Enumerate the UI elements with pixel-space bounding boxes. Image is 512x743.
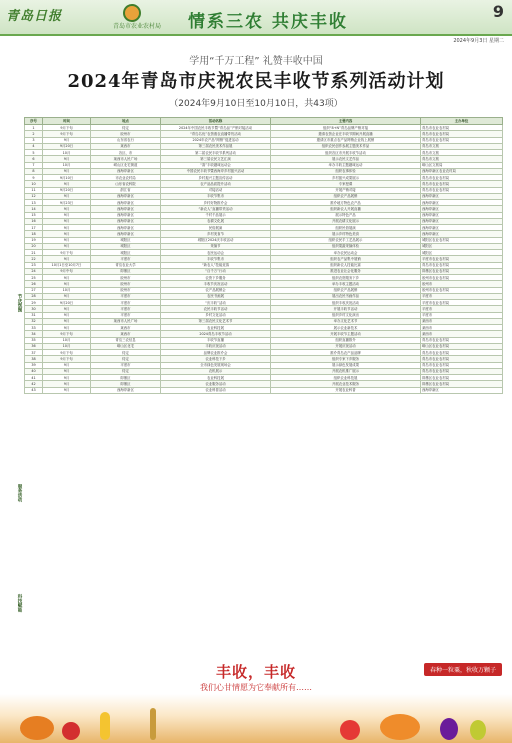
table-cell: 9月下旬	[43, 356, 91, 362]
wheat-icon	[150, 708, 156, 740]
table-header-row	[25, 118, 503, 125]
table-cell: 38	[25, 356, 43, 362]
table-cell: 9月20日	[43, 187, 91, 193]
section-slogan: 情系三农 共庆丰收	[188, 12, 348, 32]
table-cell: 千村千品展示	[161, 212, 271, 218]
table-cell: 邀请农资企业在丰收节期间开展直播	[271, 131, 421, 137]
table-cell: 丰收节庆祝活动	[161, 281, 271, 287]
table-cell: 平度市	[421, 293, 503, 299]
table-cell: 第三届农民美术作品展	[161, 143, 271, 149]
table-cell: 胶州市	[91, 287, 161, 293]
table-cell: 31	[25, 312, 43, 318]
table-row	[25, 387, 503, 393]
category-label: 节庆氛围	[17, 294, 22, 312]
table-cell: 对接活动	[161, 187, 271, 193]
table-cell: 组织新农人技能比赛	[271, 262, 421, 268]
table-cell: 9月	[43, 137, 91, 143]
table-cell: 农业科技下乡	[161, 356, 271, 362]
table-cell: 10月	[43, 162, 91, 168]
table-cell: 农机展示	[161, 368, 271, 374]
table-cell: 农民运动会	[161, 250, 271, 256]
table-cell: 乡村振兴主题宣传活动	[161, 175, 271, 181]
table-cell: 平度市	[91, 256, 161, 262]
table-cell: 5	[25, 150, 43, 156]
table-cell: 西海岸新区	[421, 225, 503, 231]
table-cell: 9月下旬	[43, 131, 91, 137]
table-cell: 组织乡村文化演出	[271, 312, 421, 318]
table-cell: 第三届农民文艺汇演	[161, 156, 271, 162]
table-cell: 25	[25, 275, 43, 281]
table-cell: 组织新农人开展直播	[271, 206, 421, 212]
page-number: 9	[492, 2, 504, 21]
table-cell: 市农业农村局	[91, 175, 161, 181]
table-cell: 西海岸新区	[421, 387, 503, 393]
table-cell: 2024年农产品“网销”促进活动	[161, 137, 271, 143]
table-cell: 青岛市农业农村局	[421, 368, 503, 374]
table-cell: 21	[25, 250, 43, 256]
table-cell: 9月	[43, 312, 91, 318]
table-cell: 10月	[43, 337, 91, 343]
table-cell: 开展庆祝活动	[271, 343, 421, 349]
table-cell: 莱西市人民广场	[91, 156, 161, 162]
table-cell: 胶州市农业农村局	[421, 287, 503, 293]
table-cell: 莱西市	[91, 143, 161, 149]
table-cell: 青岛市农业农村局	[421, 131, 503, 137]
table-cell: 平度市	[91, 306, 161, 312]
table-cell: 崂山区农业农村局	[421, 343, 503, 349]
table-cell: 19	[25, 237, 43, 243]
table-cell: 农业服务活动	[161, 381, 271, 387]
table-cell: 组织农产品集中展销	[271, 256, 421, 262]
table-cell: 37	[25, 350, 43, 356]
table-cell: 平度市	[91, 312, 161, 318]
grape-icon	[440, 718, 458, 740]
table-cell: 9月	[43, 225, 91, 231]
table-cell: 农耕文化展	[161, 218, 271, 224]
headline-title: 2024年青岛市庆祝农民丰收节系列活动计划	[67, 71, 445, 92]
table-cell: 各区、市	[91, 150, 161, 156]
table-cell: 青岛市农业农村局	[421, 137, 503, 143]
table-cell: 青岛三农信息	[91, 337, 161, 343]
table-cell: 丰收庆祝活动	[161, 343, 271, 349]
table-cell: 9月	[43, 256, 91, 262]
table-cell: 展示乡村特色美食	[271, 231, 421, 237]
table-cell: 农资下乡服务	[161, 275, 271, 281]
table-cell: 9月	[43, 281, 91, 287]
table-cell: 城阳区农业农村局	[421, 237, 503, 243]
table-cell: 9月下旬	[43, 331, 91, 337]
table-cell: 崂山区北宅	[91, 343, 161, 349]
table-cell: 即墨区农业农村局	[421, 268, 503, 274]
table-cell: 西海岸新区	[421, 193, 503, 199]
table-cell: 莱西市	[421, 318, 503, 324]
table-cell: 17	[25, 225, 43, 231]
table-cell: 开展农业科普	[271, 387, 421, 393]
table-cell: 崂山区北宅街道	[91, 162, 161, 168]
table-cell: 即墨区	[91, 268, 161, 274]
table-cell: 举办农民运动会	[271, 250, 421, 256]
table-cell: 平度市	[91, 293, 161, 299]
category-label: 科技赋能	[17, 594, 22, 612]
table-cell: 26	[25, 281, 43, 287]
table-cell: 组织专家下乡服务	[271, 356, 421, 362]
table-cell: 西海岸新区	[91, 231, 161, 237]
table-cell: 邀请区市重点农产品网销企业线上展销	[271, 137, 421, 143]
footer-ribbon: 春种一粒粟，秋收万颗子	[424, 663, 502, 676]
table-cell: 9月	[43, 306, 91, 312]
org-name: 青岛市农业农村局	[113, 23, 162, 30]
activity-table	[24, 117, 502, 394]
table-cell: 14	[25, 206, 43, 212]
table-cell: 34	[25, 331, 43, 337]
table-cell: 展示农民文艺作品	[271, 156, 421, 162]
table-cell: 乡村文化活动	[161, 312, 271, 318]
table-cell: 乡村好物推介会	[161, 200, 271, 206]
table-cell: 开展农机推广展示	[271, 368, 421, 374]
table-cell: 10月	[43, 287, 91, 293]
table-cell: 3	[25, 137, 43, 143]
table-cell: 全市绿色发展现场会	[161, 362, 271, 368]
table-cell: 9月	[43, 206, 91, 212]
harvest-illustration	[0, 694, 512, 743]
table-cell: 农产品展销会	[161, 287, 271, 293]
table-cell: 9月	[43, 368, 91, 374]
corn-icon	[100, 712, 110, 740]
table-cell: 8	[25, 168, 43, 174]
table-cell: “新农人”直播带货活动	[161, 206, 271, 212]
table-cell: 9月10日	[43, 175, 91, 181]
table-cell: 9月	[43, 375, 91, 381]
table-cell: 组织直播推介	[271, 337, 421, 343]
table-cell: 农业科技展	[161, 375, 271, 381]
table-cell: 40	[25, 368, 43, 374]
table-cell: 山东省农行	[91, 137, 161, 143]
table-cell: 胶州市	[91, 275, 161, 281]
table-cell: 9月	[43, 218, 91, 224]
table-cell: 西海岸新区	[91, 212, 161, 218]
table-cell: 农业科普活动	[161, 387, 271, 393]
masthead-banner	[0, 0, 512, 36]
column-header: 地点	[91, 118, 161, 125]
table-cell: 西海岸新区	[421, 200, 503, 206]
table-cell: 青岛市农业农村局	[421, 125, 503, 131]
table-cell: 平度市	[91, 362, 161, 368]
apple-icon	[62, 722, 80, 740]
table-cell: 青岛市农业农村局	[421, 262, 503, 268]
newspaper-logo: 青岛日报	[6, 9, 63, 24]
table-cell: 9月	[43, 168, 91, 174]
table-cell: 平度市农业农村局	[421, 256, 503, 262]
pear-icon	[470, 720, 486, 740]
table-cell: 西海岸新区	[421, 212, 503, 218]
table-cell: 组织农事体验	[271, 168, 421, 174]
table-cell: 即墨区	[91, 381, 161, 387]
table-cell: 组织民俗展演	[271, 225, 421, 231]
table-cell: 青岛市农业农村局	[421, 362, 503, 368]
table-cell: 2024青岛丰收节活动	[161, 331, 271, 337]
table-cell: 待定	[91, 356, 161, 362]
table-cell: 13	[25, 200, 43, 206]
table-cell: 29	[25, 300, 43, 306]
table-cell: 9月下旬	[43, 250, 91, 256]
table-cell: 西海岸新区	[91, 206, 161, 212]
table-cell: 展示农业新技术	[271, 325, 421, 331]
table-cell: 平度市	[91, 300, 161, 306]
table-cell: 16	[25, 218, 43, 224]
table-cell: 西海岸新区	[91, 193, 161, 199]
table-cell: 组织农民手工艺品展示	[271, 237, 421, 243]
table-cell: 举办文化艺术节	[271, 318, 421, 324]
table-cell: 展示绿色发展成果	[271, 362, 421, 368]
table-cell: 举办丰收主题活动	[271, 281, 421, 287]
table-cell: 24	[25, 268, 43, 274]
table-cell: 41	[25, 375, 43, 381]
table-cell: 即墨区农业农村局	[421, 381, 503, 387]
table-cell: 9月	[43, 193, 91, 199]
table-cell: 组织农资服务下乡	[271, 275, 421, 281]
table-cell: 平度市农业农村局	[421, 300, 503, 306]
table-cell: 城阳区2024庆丰收活动	[161, 237, 271, 243]
table-cell: 10月	[43, 150, 91, 156]
footer-tagline: 丰收，丰收	[215, 663, 296, 681]
table-cell: 城阳区	[91, 237, 161, 243]
table-cell: “百千万”行动	[161, 268, 271, 274]
table-cell: 城阳区	[91, 250, 161, 256]
table-cell: 农产品品质提升活动	[161, 181, 271, 187]
table-cell: 胶州市	[421, 281, 503, 287]
table-cell: 9月	[43, 318, 91, 324]
table-cell: 即墨区农业农村局	[421, 375, 503, 381]
table-cell: 乡村美食节	[161, 231, 271, 237]
table-cell: 待定	[91, 368, 161, 374]
table-cell: 9月	[43, 181, 91, 187]
table-cell: 33	[25, 325, 43, 331]
table-cell: 1	[25, 125, 43, 131]
table-cell: 9月	[43, 325, 91, 331]
table-cell: 胶州市农业农村局	[421, 275, 503, 281]
table-cell: 10月1日至10月7日	[43, 262, 91, 268]
table-cell: 30	[25, 306, 43, 312]
table-cell: 43	[25, 387, 43, 393]
table-cell: 青岛市农业农村局	[421, 175, 503, 181]
table-cell: 42	[25, 381, 43, 387]
table-cell: 组织农民创作参展主题美术作品	[271, 143, 421, 149]
table-cell: 展出农民书画作品	[271, 293, 421, 299]
table-cell: 组织各区市开展丰收节活动	[271, 150, 421, 156]
table-cell: 9月	[43, 387, 91, 393]
table-cell: 10	[25, 181, 43, 187]
table-cell: 浙江省	[91, 187, 161, 193]
table-cell: 西海岸新区	[91, 225, 161, 231]
table-cell: 青岛市农业农村局	[421, 350, 503, 356]
table-cell: 展示特色产品	[271, 212, 421, 218]
table-cell: 西海岸新区	[91, 218, 161, 224]
table-cell: 推介青岛农产品品牌	[271, 350, 421, 356]
table-cell: 28	[25, 293, 43, 299]
table-cell: 35	[25, 337, 43, 343]
table-cell: 平度市	[421, 306, 503, 312]
table-cell: 举办丰收主题趣味运动	[271, 162, 421, 168]
table-cell: 西海岸新区	[91, 168, 161, 174]
table-cell: “青岛名优”农资惠农直播带货活动	[161, 131, 271, 137]
table-cell: 9月	[43, 362, 91, 368]
headline-dateline: （2024年9月10日至10月10日，共43项）	[169, 99, 343, 109]
table-cell: 9月23日	[43, 200, 91, 206]
table-cell: 9月中旬	[43, 268, 91, 274]
table-cell: 莱西市	[421, 325, 503, 331]
table-cell: 采摘节	[161, 243, 271, 249]
table-cell: 青岛市文旅	[421, 156, 503, 162]
table-cell: 9月	[43, 231, 91, 237]
table-cell: 城阳区	[421, 250, 503, 256]
table-cell: 城阳区	[91, 243, 161, 249]
table-cell: 9月20日	[43, 300, 91, 306]
table-cell: 9月	[43, 381, 91, 387]
table-cell: 开展农业技术服务	[271, 381, 421, 387]
table-cell: 莱西市	[91, 325, 161, 331]
table-cell: 山东省农科院	[91, 181, 161, 187]
table-cell: 品牌农业推介会	[161, 350, 271, 356]
table-cell: 2	[25, 131, 43, 137]
table-cell: 青岛市农业农村局	[421, 187, 503, 193]
kicker: 学用“千万工程” 礼赞丰收中国	[189, 56, 323, 67]
table-cell: 组织丰收庆祝活动	[271, 300, 421, 306]
table-cell: 青岛农业大学	[91, 262, 161, 268]
table-cell: 青岛市农业农村局	[421, 181, 503, 187]
table-cell: 18	[25, 231, 43, 237]
table-cell: 4	[25, 143, 43, 149]
column-header: 活动名称	[161, 118, 271, 125]
table-cell: 青岛市文旅	[421, 143, 503, 149]
table-cell: 39	[25, 362, 43, 368]
table-cell: “赛”丰收趣味运动会	[161, 162, 271, 168]
table-cell: “庆丰收”活动	[161, 300, 271, 306]
table-cell: 组织农产品展销	[271, 287, 421, 293]
table-cell: 推进农业社会化服务	[271, 268, 421, 274]
table-cell: 6	[25, 156, 43, 162]
table-cell: 即墨区	[91, 375, 161, 381]
table-cell: 第二届农民丰收节系列活动	[161, 150, 271, 156]
table-cell: 西海岸新区	[421, 231, 503, 237]
table-cell: 9月	[43, 275, 91, 281]
table-cell: 农业科技展	[161, 325, 271, 331]
table-cell: 7	[25, 162, 43, 168]
table-cell: “新农人”技能竞赛	[161, 262, 271, 268]
table-cell: 西海岸新区	[421, 218, 503, 224]
table-cell: 36	[25, 343, 43, 349]
table-cell: 农民书画展	[161, 293, 271, 299]
table-cell: 农民丰收节活动	[161, 306, 271, 312]
table-cell: 莱西市	[91, 331, 161, 337]
table-cell: 开展丰收节活动	[271, 306, 421, 312]
table-cell: 中国农民丰收节暨西海岸乡村振兴活动	[161, 168, 271, 174]
column-header: 时间	[43, 118, 91, 125]
table-cell: 西海岸新区	[91, 200, 161, 206]
table-cell: 崂山区文旅局	[421, 162, 503, 168]
table-cell: 组织农业科技展	[271, 375, 421, 381]
table-cell: 平度市	[421, 312, 503, 318]
table-cell: 第三届农民文化艺术节	[161, 318, 271, 324]
table-cell: 2024年中国农民丰收节暨“青岛品”产销对接活动	[161, 125, 271, 131]
table-cell: 乡村振兴成果展示	[271, 175, 421, 181]
table-cell: 20	[25, 243, 43, 249]
pumpkin-icon	[20, 716, 54, 740]
table-cell: 胶州市	[91, 131, 161, 137]
table-cell: 开展丰收节主题活动	[271, 331, 421, 337]
table-cell: 西海岸新区农业农村局	[421, 168, 503, 174]
table-cell: 青岛市农业农村局	[421, 356, 503, 362]
table-cell: 胶州市	[91, 281, 161, 287]
column-header: 主办单位	[421, 118, 503, 125]
table-cell: 9月20日	[43, 143, 91, 149]
table-cell: 10月	[43, 343, 91, 349]
table-cell: 9月下旬	[43, 125, 91, 131]
tomato-icon	[340, 720, 360, 740]
table-cell: 9月	[43, 212, 91, 218]
table-cell: 组织果蔬采摘体验	[271, 243, 421, 249]
table-cell: 西海岸新区	[421, 206, 503, 212]
table-cell: 开展农耕文化展示	[271, 218, 421, 224]
table-cell: 22	[25, 256, 43, 262]
table-cell: 莱西市人民广场	[91, 318, 161, 324]
table-cell: 27	[25, 287, 43, 293]
table-cell: 9月下旬	[43, 350, 91, 356]
column-header: 主要内容	[271, 118, 421, 125]
issue-date: 2024年9月3日 星期二	[453, 38, 504, 44]
category-label: 服务活动	[17, 484, 22, 502]
table-cell: 丰收节直播	[161, 337, 271, 343]
table-cell: 9	[25, 175, 43, 181]
table-cell: 15	[25, 212, 43, 218]
footer-subline: 我们心甘情愿为它奉献所有……	[200, 683, 312, 692]
table-cell: 12	[25, 193, 43, 199]
column-header: 序号	[25, 118, 43, 125]
table-cell: 待定	[91, 125, 161, 131]
org-emblem-icon	[123, 4, 141, 22]
table-cell: 青岛市文旅	[421, 150, 503, 156]
table-cell: 9月	[43, 243, 91, 249]
table-cell: 32	[25, 318, 43, 324]
table-cell: 9月	[43, 156, 91, 162]
table-cell: 城阳区	[421, 243, 503, 249]
table-cell: 组织“8+N”青岛品牌产销对接	[271, 125, 421, 131]
table-cell: 9月	[43, 293, 91, 299]
table-cell: 丰收节集市	[161, 256, 271, 262]
table-cell: 9月	[43, 237, 91, 243]
table-cell: 23	[25, 262, 43, 268]
table-cell: 民俗展演	[161, 225, 271, 231]
table-cell: 开展产销对接	[271, 187, 421, 193]
table-cell: 丰收节集市	[161, 193, 271, 199]
squash-icon	[380, 714, 420, 740]
table-cell: 莱西市	[421, 331, 503, 337]
table-cell: 组织农产品展销	[271, 193, 421, 199]
table-cell: 西海岸新区	[91, 387, 161, 393]
table-cell: 11	[25, 187, 43, 193]
table-cell: 专家授课	[271, 181, 421, 187]
table-cell: 待定	[91, 350, 161, 356]
table-cell: 推介地方特色农产品	[271, 200, 421, 206]
table-cell: 青岛市农业农村局	[421, 337, 503, 343]
